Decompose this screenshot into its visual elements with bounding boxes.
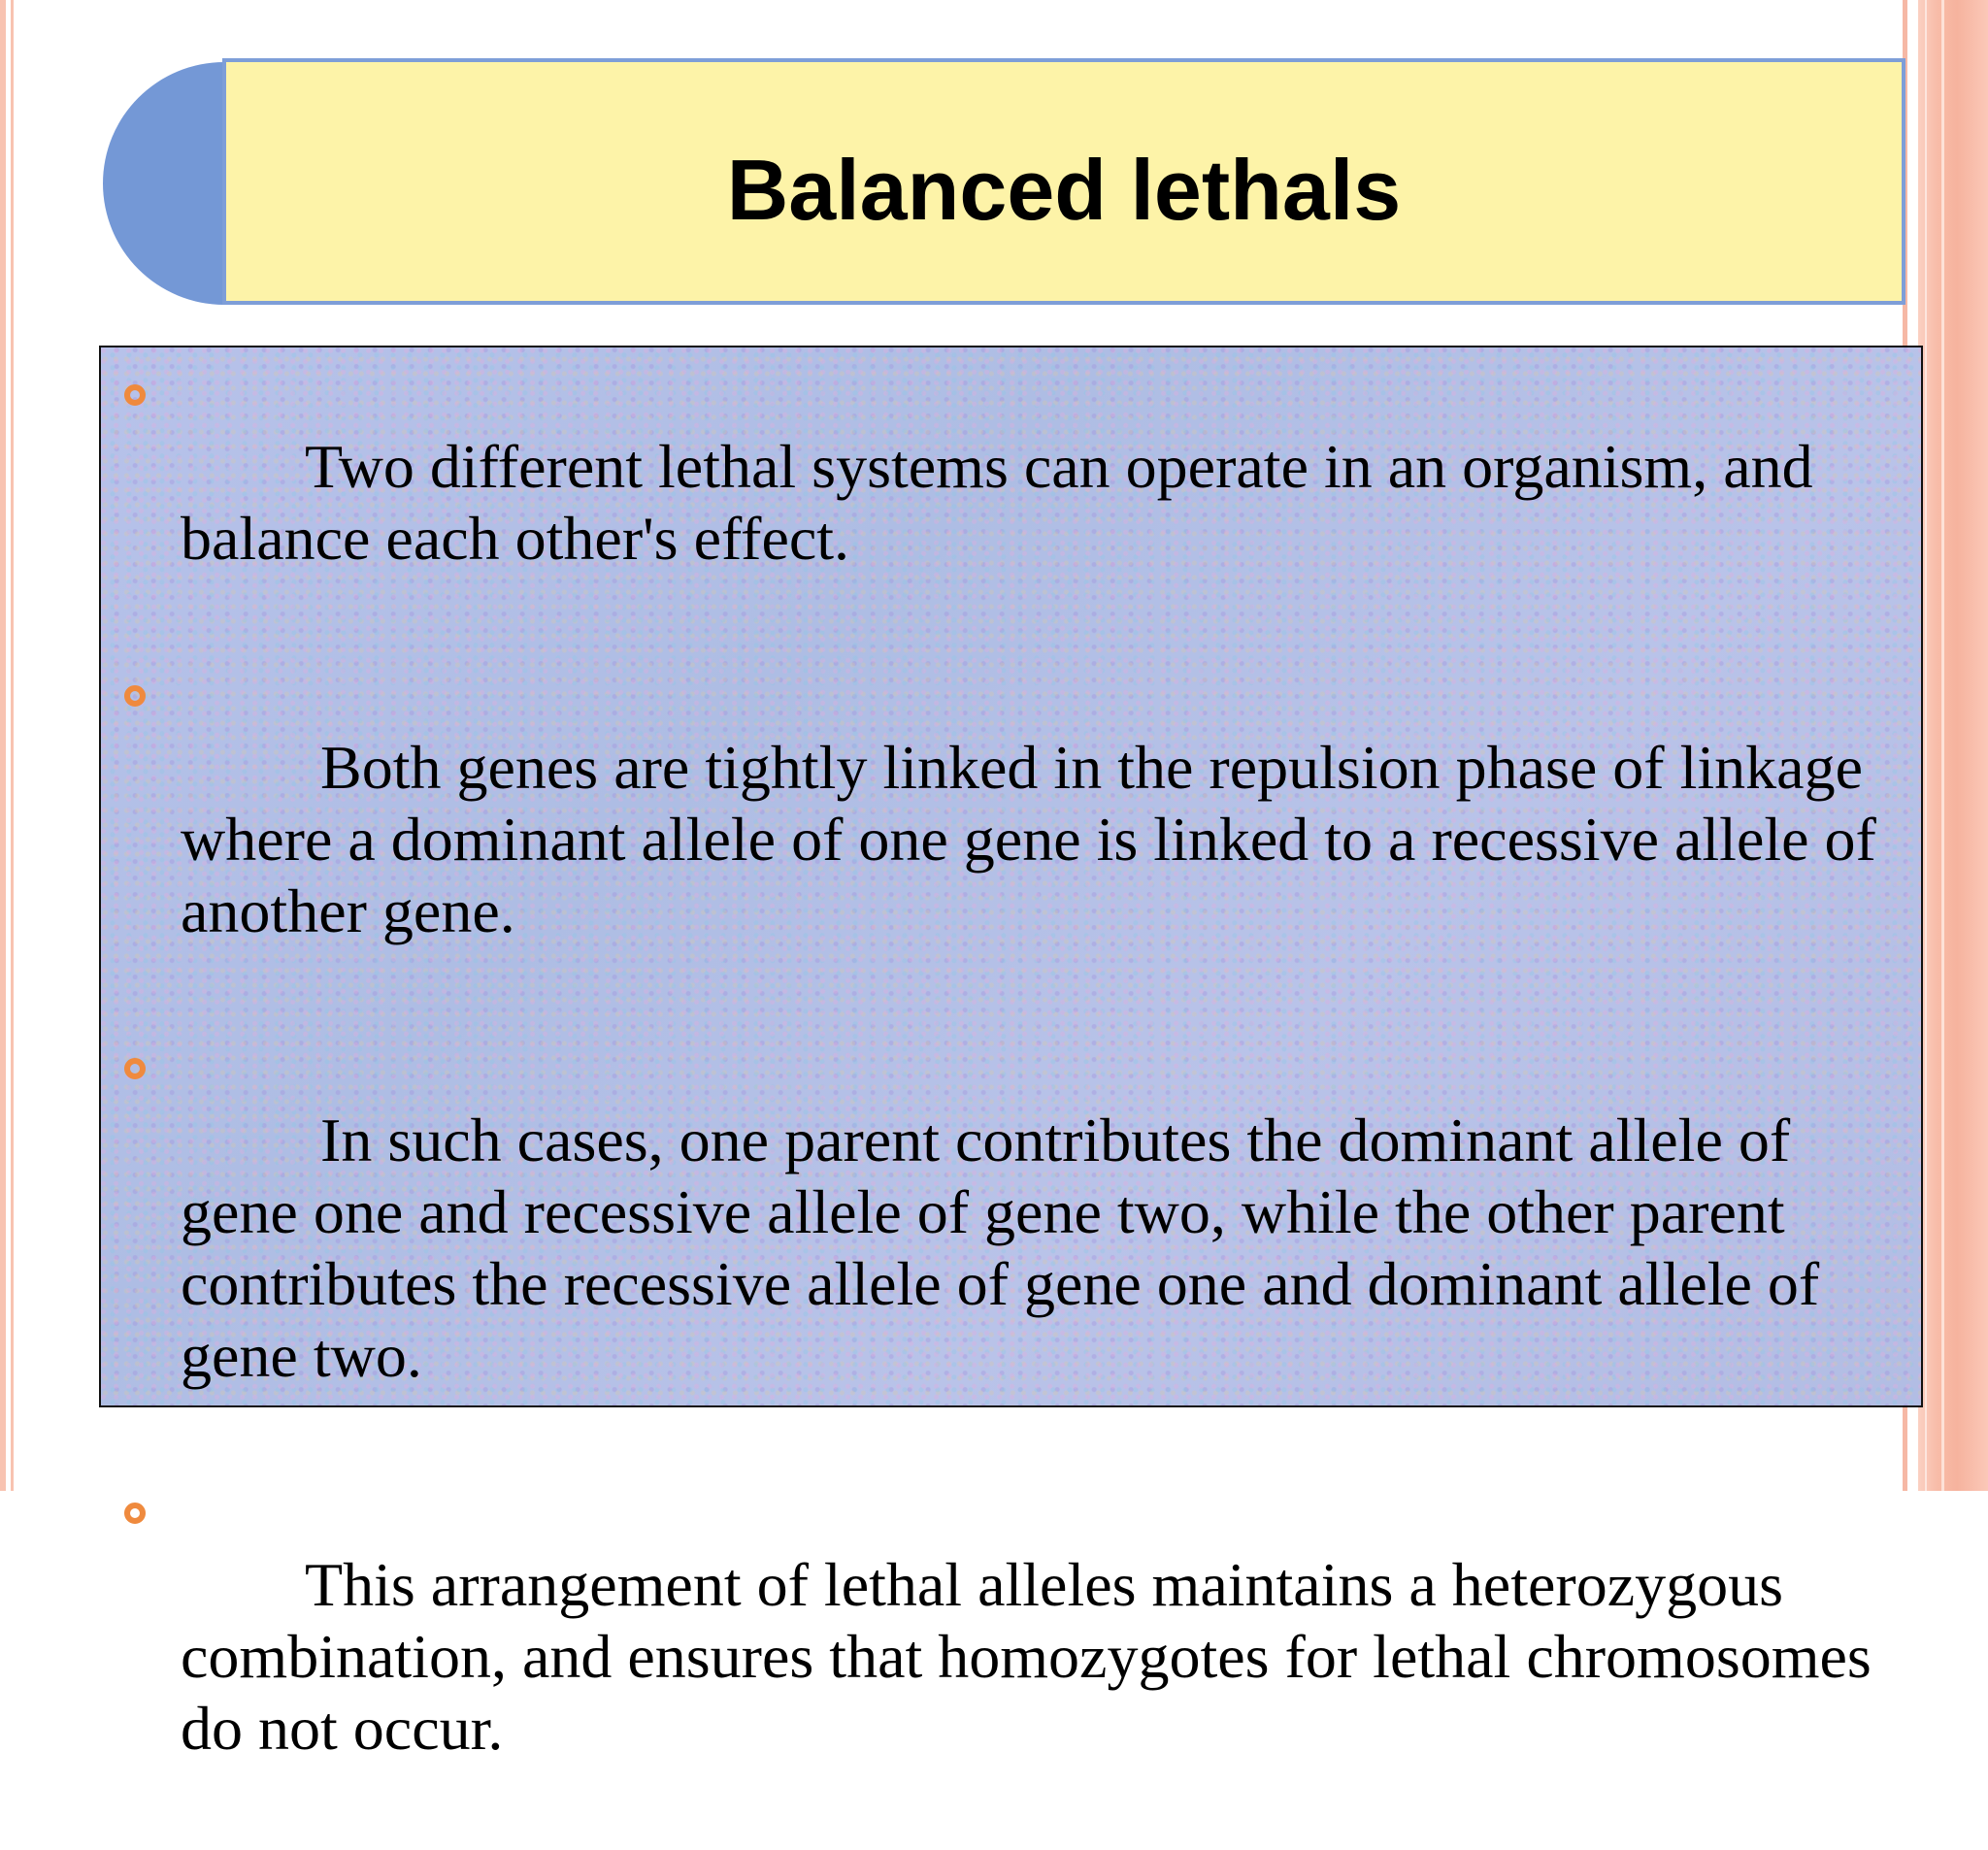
bullet-item: [101, 1033, 1916, 1464]
slide-title: Balanced lethals: [726, 142, 1402, 238]
bullet-list: [101, 359, 1916, 1850]
bullet-text: Two different lethal systems can operate in an organism, and balance each other's effect.: [181, 432, 1829, 573]
bullet-text: In such cases, one parent contributes the dominant allele of gene one and recessive allele of gene two, while the other parent contributes the recessive allele of gene one and dominant allele of gene two.: [181, 1106, 1836, 1390]
left-decor-stripe: [0, 0, 6, 1491]
bullet-item: [101, 1477, 1916, 1836]
bullet-item: [101, 359, 1916, 646]
ring-bullet-icon: [124, 685, 146, 707]
bullet-text: This arrangement of lethal alleles maintains a heterozygous combination, and ensures that homozygotes for lethal chromosomes do not occur.: [181, 1550, 1887, 1763]
ring-bullet-icon: [124, 1503, 146, 1524]
left-decor-stripe-thin: [11, 0, 14, 1491]
bullet-item: [101, 660, 1916, 1019]
right-decor-highlight: [1925, 0, 1927, 1491]
content-panel: [99, 346, 1923, 1763]
right-decor-highlight-2: [1941, 0, 1944, 1491]
bullet-text: Both genes are tightly linked in the repulsion phase of linkage where a dominant allele of one gene is linked to a recessive allele of another gene.: [181, 733, 1892, 945]
ring-bullet-icon: [124, 1058, 146, 1079]
right-decor-band: [1918, 0, 1988, 1491]
ring-bullet-icon: [124, 384, 146, 406]
title-banner: [222, 58, 1905, 305]
